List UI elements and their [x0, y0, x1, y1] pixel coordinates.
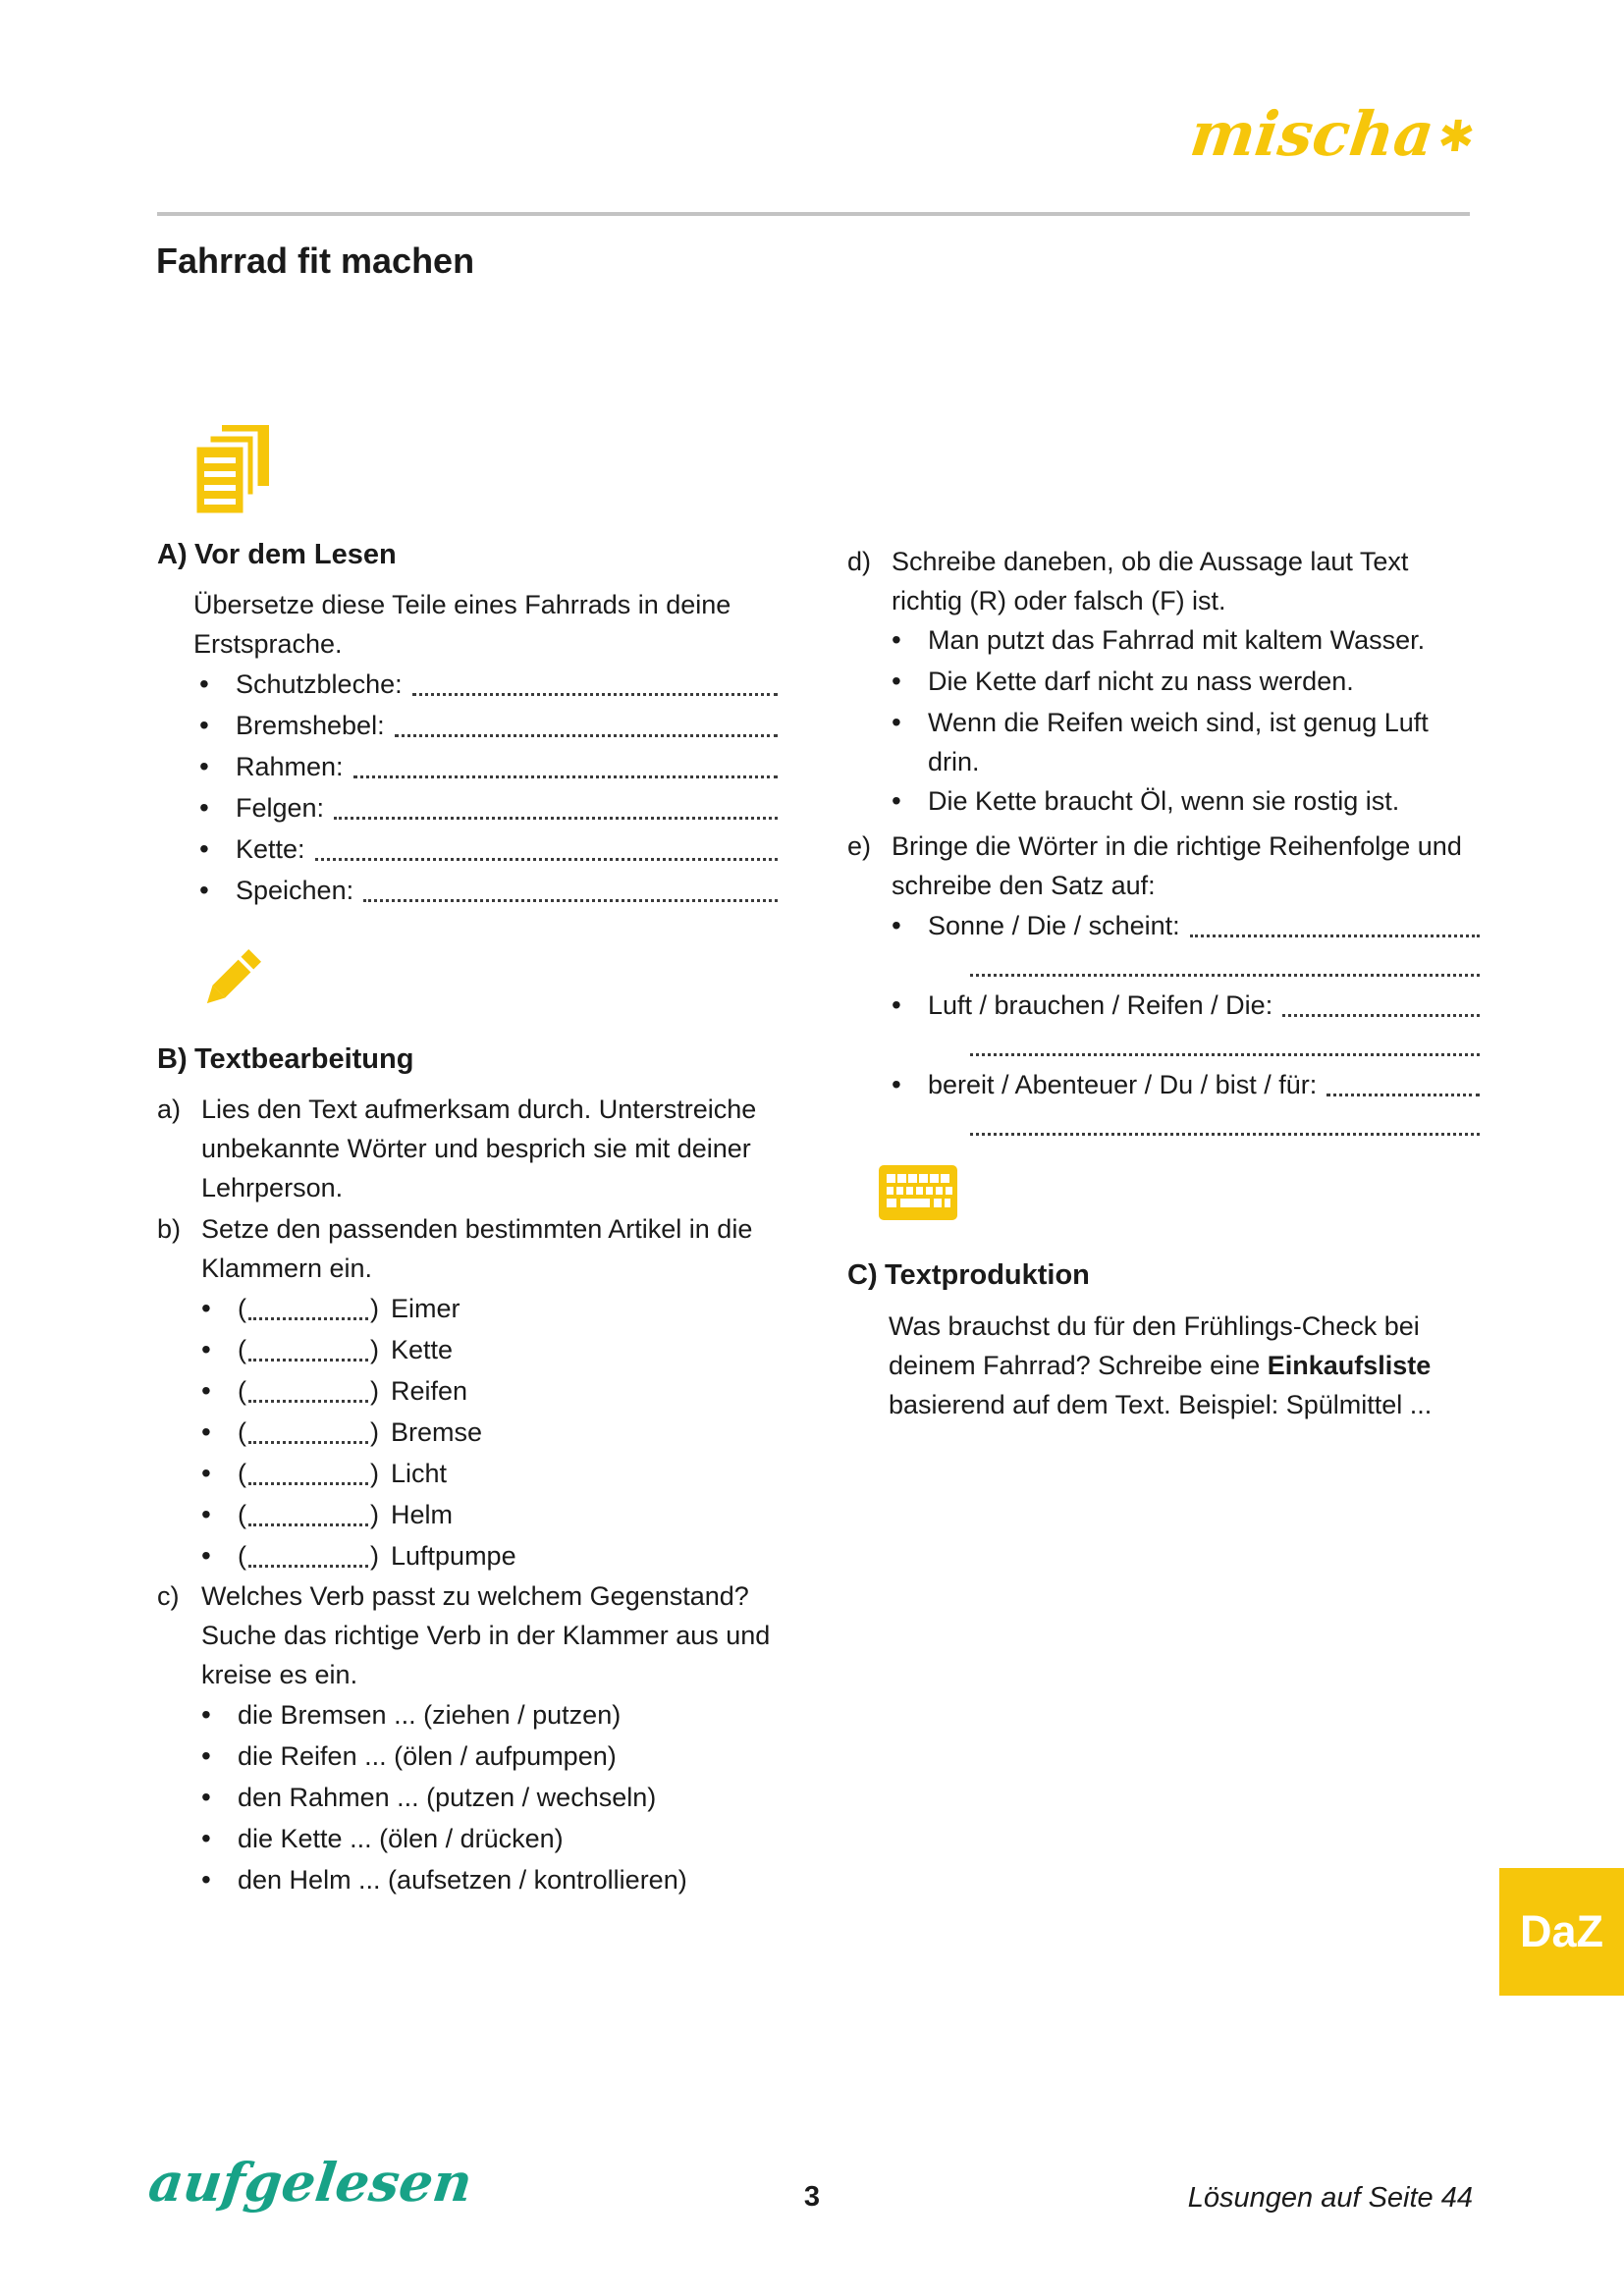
section-c-body-post: basierend auf dem Text. Beispiel: Spülmittel ... [889, 1390, 1433, 1419]
task-a-text: Lies den Text aufmerksam durch. Unterstreiche unbekannte Wörter und besprich sie mit deiner Lehrperson. [201, 1095, 757, 1202]
list-item-label: Rahmen: [236, 752, 344, 781]
section-c-body-bold: Einkaufsliste [1267, 1351, 1432, 1380]
dotted-blank [1326, 1094, 1480, 1096]
task-c-list [201, 1694, 782, 1900]
task-b-text: Setze den passenden bestimmten Artikel in die Klammern ein. [201, 1214, 753, 1283]
list-item-label: Speichen: [236, 876, 354, 905]
list-item-label: Wenn die Reifen weich sind, ist genug Luft drin. [928, 708, 1429, 776]
list-item [201, 1412, 782, 1453]
bullet-icon [199, 788, 236, 828]
bullet-icon [892, 781, 928, 821]
section-b-heading-text: Textbearbeitung [194, 1043, 414, 1075]
dotted-blank [248, 1565, 368, 1568]
list-item-label: Reifen [391, 1376, 468, 1406]
paren-close: ) [370, 1294, 379, 1323]
bullet-icon [199, 665, 236, 704]
asterisk-icon: ✱ [1435, 112, 1478, 162]
dotted-blank [1282, 1014, 1480, 1017]
paren-open: ( [238, 1459, 246, 1488]
bullet-icon [199, 871, 236, 910]
task-b [157, 1209, 782, 1576]
bullet-icon [201, 1819, 238, 1858]
daz-badge: DaZ [1499, 1868, 1624, 1996]
paren-close: ) [370, 1335, 379, 1364]
list-item-label: Bremse [391, 1417, 483, 1447]
task-d-text: Schreibe daneben, ob die Aussage laut Text richtig (R) oder falsch (F) ist. [892, 547, 1409, 615]
list-item [201, 1859, 782, 1900]
documents-icon [192, 425, 782, 517]
task-e-list [892, 905, 1484, 1136]
bullet-icon [892, 620, 928, 660]
section-c-label: C) [847, 1259, 878, 1291]
section-a-list [157, 664, 782, 911]
list-item-label: Schutzbleche: [236, 669, 403, 699]
dotted-blank [1190, 934, 1480, 937]
list-item [201, 1288, 782, 1329]
section-c-heading-text: Textproduktion [885, 1259, 1090, 1291]
dotted-blank [353, 775, 778, 778]
paren-close: ) [370, 1417, 379, 1447]
dotted-blank [315, 858, 778, 861]
list-item [201, 1777, 782, 1818]
list-item [201, 1535, 782, 1576]
bullet-icon [892, 1065, 928, 1104]
bullet-icon [201, 1736, 238, 1776]
section-c-body-pre: Was brauchst du für den Frühlings-Check bei deinem Fahrrad? Schreibe eine [889, 1311, 1420, 1380]
list-item [157, 828, 782, 870]
bullet-icon [201, 1289, 238, 1328]
list-item [201, 1329, 782, 1370]
dotted-answer-line [970, 946, 1480, 977]
list-item [157, 746, 782, 787]
bullet-icon [892, 906, 928, 945]
list-item-label: Die Kette braucht Öl, wenn sie rostig ist. [928, 786, 1400, 816]
paren-close: ) [370, 1376, 379, 1406]
paren-open: ( [238, 1376, 246, 1406]
list-item [201, 1694, 782, 1735]
list-item-label: Felgen: [236, 793, 325, 823]
dotted-blank [248, 1482, 368, 1485]
list-item-label: Bremshebel: [236, 711, 385, 740]
task-c-label: c) [157, 1581, 180, 1611]
list-item [157, 787, 782, 828]
list-item-label: Kette: [236, 834, 305, 864]
list-item [201, 1818, 782, 1859]
mischa-logo-text: mischa [1186, 98, 1438, 170]
list-item [157, 870, 782, 911]
section-a-intro: Übersetze diese Teile eines Fahrrads in deine Erstsprache. [193, 590, 731, 659]
list-item-label: Licht [391, 1459, 448, 1488]
keyboard-icon [879, 1165, 1484, 1220]
section-c-body [889, 1307, 1478, 1424]
list-item [201, 1453, 782, 1494]
list-item-label: Luft / brauchen / Reifen / Die: [928, 990, 1273, 1020]
paren-close: ) [370, 1459, 379, 1488]
list-item [157, 664, 782, 705]
dotted-blank [334, 817, 778, 820]
dotted-blank [363, 899, 778, 902]
header-divider [157, 212, 1470, 216]
dotted-blank [248, 1359, 368, 1362]
solutions-note: Lösungen auf Seite 44 [1187, 2182, 1473, 2214]
paren-close: ) [370, 1541, 379, 1571]
bullet-icon [201, 1330, 238, 1369]
paren-open: ( [238, 1417, 246, 1447]
dotted-answer-line [970, 1105, 1480, 1136]
page-title: Fahrrad fit machen [156, 240, 475, 281]
list-item-label: den Rahmen ... (putzen / wechseln) [238, 1783, 657, 1812]
bullet-icon [201, 1778, 238, 1817]
paren-open: ( [238, 1541, 246, 1571]
list-item-label: den Helm ... (aufsetzen / kontrollieren) [238, 1865, 687, 1895]
list-item [892, 1064, 1484, 1136]
paren-open: ( [238, 1294, 246, 1323]
list-item [892, 703, 1484, 781]
right-column [847, 542, 1484, 1424]
task-d-label: d) [847, 547, 872, 576]
list-item [201, 1494, 782, 1535]
list-item [892, 985, 1484, 1056]
list-item-label: Helm [391, 1500, 454, 1529]
list-item [201, 1735, 782, 1777]
list-item-label: Man putzt das Fahrrad mit kaltem Wasser. [928, 625, 1426, 655]
list-item-label: die Reifen ... (ölen / aufpumpen) [238, 1741, 617, 1771]
list-item-label: die Kette ... (ölen / drücken) [238, 1824, 564, 1853]
task-a-label: a) [157, 1095, 182, 1124]
left-column [157, 425, 782, 1900]
paren-open: ( [238, 1335, 246, 1364]
dotted-answer-line [970, 1026, 1480, 1056]
dotted-blank [248, 1317, 368, 1320]
bullet-icon [201, 1536, 238, 1575]
list-item [201, 1370, 782, 1412]
dotted-blank [248, 1523, 368, 1526]
list-item-label: Sonne / Die / scheint: [928, 911, 1180, 940]
list-item-label: bereit / Abenteuer / Du / bist / für: [928, 1070, 1318, 1099]
section-c-heading [847, 1259, 1484, 1291]
bullet-icon [201, 1860, 238, 1899]
task-e-label: e) [847, 831, 872, 861]
section-a-label: A) [157, 539, 188, 570]
paren-open: ( [238, 1500, 246, 1529]
section-a-heading-text: Vor dem Lesen [194, 539, 397, 570]
task-c [157, 1576, 782, 1900]
bullet-icon [892, 662, 928, 701]
bullet-icon [201, 1371, 238, 1411]
bullet-icon [201, 1495, 238, 1534]
dotted-blank [248, 1441, 368, 1444]
bullet-icon [201, 1413, 238, 1452]
task-d-list [892, 620, 1484, 823]
list-item-label: Eimer [391, 1294, 460, 1323]
aufgelesen-logo: aufgelesen [145, 2151, 476, 2214]
list-item [892, 662, 1484, 703]
task-a [157, 1090, 782, 1207]
bullet-icon [199, 706, 236, 745]
dotted-blank [395, 734, 778, 737]
task-d [847, 542, 1484, 823]
task-e-text: Bringe die Wörter in die richtige Reihenfolge und schreibe den Satz auf: [892, 831, 1462, 900]
task-b-label: b) [157, 1214, 182, 1244]
mischa-logo [1186, 98, 1479, 170]
list-item-label: die Bremsen ... (ziehen / putzen) [238, 1700, 622, 1730]
task-b-list [201, 1288, 782, 1576]
list-item [892, 620, 1484, 662]
bullet-icon [199, 829, 236, 869]
list-item [892, 781, 1484, 823]
list-item-label: Luftpumpe [391, 1541, 516, 1571]
list-item [157, 705, 782, 746]
section-b-label: B) [157, 1043, 188, 1075]
list-item [892, 905, 1484, 977]
section-b-heading [157, 1043, 782, 1075]
task-c-text: Welches Verb passt zu welchem Gegenstand? Suche das richtige Verb in der Klammer aus und kreise es ein. [201, 1581, 771, 1689]
page-number: 3 [803, 2181, 821, 2213]
bullet-icon [201, 1695, 238, 1735]
dotted-blank [248, 1400, 368, 1403]
bullet-icon [892, 703, 928, 742]
paren-close: ) [370, 1500, 379, 1529]
bullet-icon [201, 1454, 238, 1493]
bullet-icon [199, 747, 236, 786]
list-item-label: Kette [391, 1335, 454, 1364]
section-a-heading [157, 539, 782, 570]
list-item-label: Die Kette darf nicht zu nass werden. [928, 667, 1354, 696]
bullet-icon [892, 986, 928, 1025]
task-e [847, 827, 1484, 1144]
dotted-blank [412, 693, 778, 696]
pencil-icon [196, 941, 782, 1014]
